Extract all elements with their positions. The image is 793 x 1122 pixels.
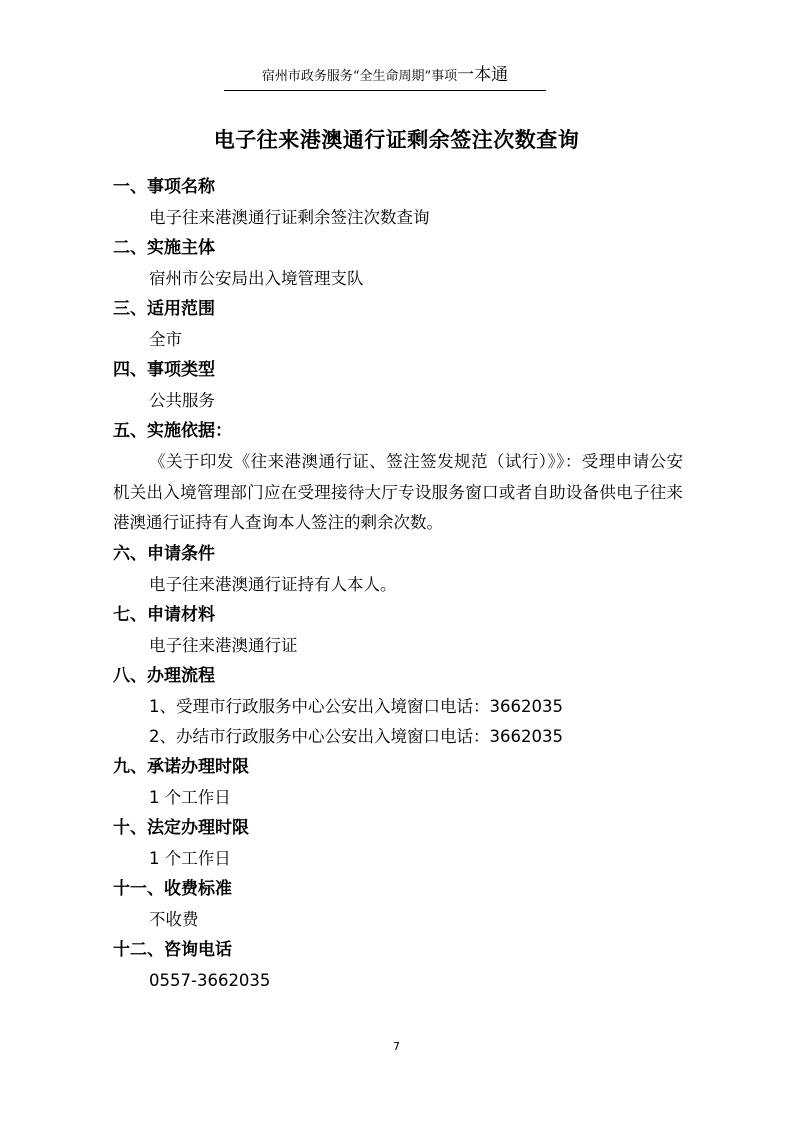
section-heading: 七、申请材料 [113,604,215,625]
process-step: 1、受理市行政服务中心公安出入境窗口电话：3662035 [149,696,563,716]
section-heading: 五、实施依据： [113,421,232,441]
section-scope [113,294,683,355]
section-body: 全市 [149,330,182,349]
page-header [224,60,546,91]
process-steps [113,692,683,752]
page-number: 7 [393,1040,400,1053]
section-legal-basis [113,416,683,539]
document-title: 电子往来港澳通行证剩余签注次数查询 [213,128,580,152]
section-heading: 八、办理流程 [113,665,215,686]
section-item-name [113,172,683,233]
section-heading: 四、事项类型 [113,360,215,380]
process-step: 2、办结市行政服务中心公安出入境窗口电话：3662035 [149,726,563,746]
section-heading: 九、承诺办理时限 [113,756,249,777]
section-heading: 十一、收费标准 [113,878,232,899]
section-heading: 六、申请条件 [113,543,215,564]
header-tail-text: 一本通 [457,65,509,85]
header-text: 宿州市政务服务“全生命周期”事项 [261,69,458,84]
section-conditions [113,539,683,600]
section-contact-phone [113,935,683,996]
section-item-type [113,355,683,416]
section-fee [113,874,683,935]
section-body: 电子往来港澳通行证剩余签注次数查询 [149,208,430,227]
section-body: 1 个工作日 [149,848,231,868]
section-body: 宿州市公安局出入境管理支队 [149,269,364,288]
section-implementing-body [113,233,683,294]
section-heading: 二、实施主体 [113,238,215,258]
section-heading: 十二、咨询电话 [113,939,232,960]
section-body: 不收费 [149,909,199,929]
section-body: 1 个工作日 [149,787,231,807]
section-body: 电子往来港澳通行证 [149,635,298,655]
section-heading: 十、法定办理时限 [113,817,249,838]
section-process [113,661,683,752]
section-body: 电子往来港澳通行证持有人本人。 [149,574,397,594]
section-materials [113,600,683,661]
section-heading: 三、适用范围 [113,299,215,319]
section-legal-time [113,813,683,874]
section-heading: 一、事项名称 [113,177,215,197]
section-body: 公共服务 [149,391,215,410]
section-body: 《关于印发《往来港澳通行证、签注签发规范（试行）》》：受理申请公安机关出入境管理部门应在受理接待大厅专设服务窗口或者自助设备供电子往来港澳通行证持有人查询本人签注的剩余次数。 [113,452,683,532]
section-body: 0557-3662035 [149,970,271,990]
document-content [113,172,683,996]
section-promised-time [113,752,683,813]
